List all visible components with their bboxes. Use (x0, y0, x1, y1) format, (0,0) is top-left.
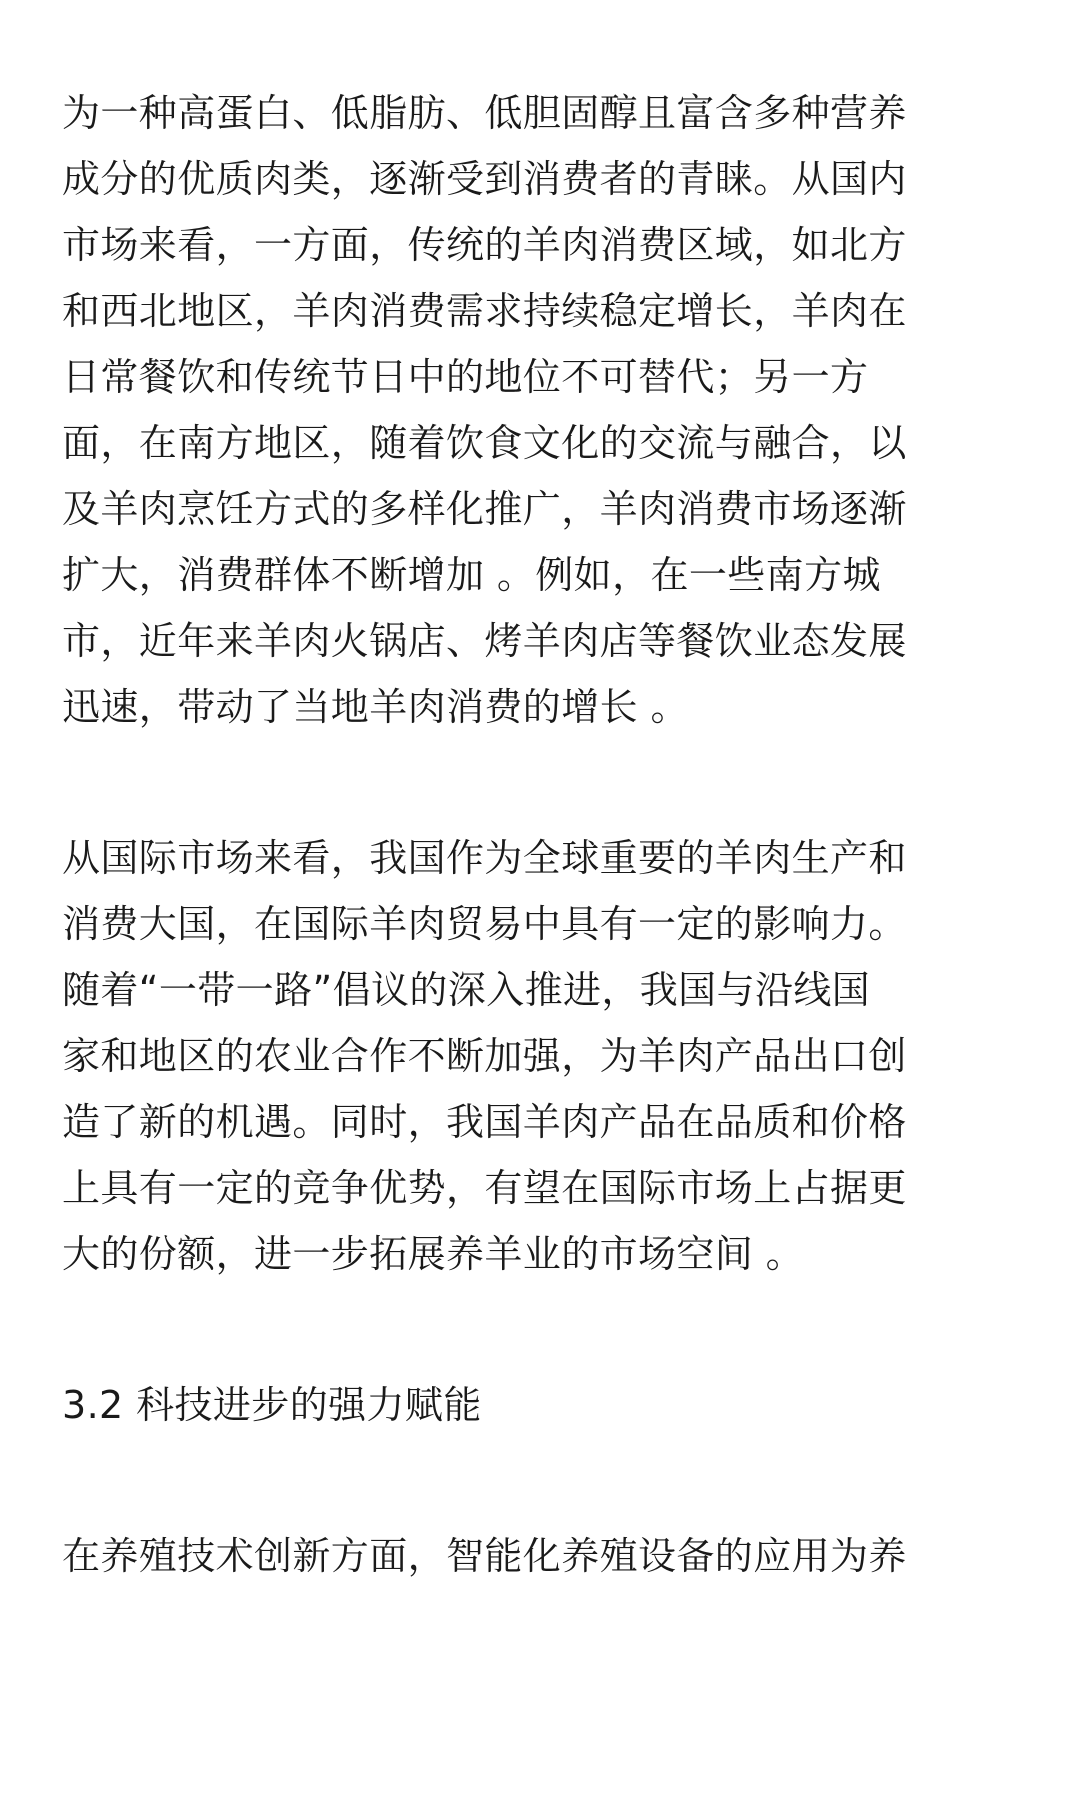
text-line: 面，在南方地区，随着饮食文化的交流与融合，以 (62, 421, 907, 465)
section-heading (62, 1372, 1024, 1438)
paragraph-lamb-consumption-international (62, 825, 1024, 1287)
paragraph-lamb-consumption-domestic (62, 80, 1024, 740)
text-line: 市，近年来羊肉火锅店、烤羊肉店等餐饮业态发展 (62, 619, 907, 663)
text-line: 造了新的机遇。同时，我国羊肉产品在品质和价格 (62, 1100, 907, 1144)
text-line: 日常餐饮和传统节日中的地位不可替代；另一方 (62, 355, 869, 399)
text-line: 上具有一定的竞争优势，有望在国际市场上占据更 (62, 1166, 907, 1210)
paragraph-tech-innovation (62, 1523, 1024, 1589)
text-line: 及羊肉烹饪方式的多样化推广，羊肉消费市场逐渐 (62, 487, 907, 531)
text-line: 市场来看，一方面，传统的羊肉消费区域，如北方 (62, 223, 907, 267)
paragraph-spacer (62, 740, 1024, 825)
article-body (62, 80, 1024, 1589)
text-line: 家和地区的农业合作不断加强，为羊肉产品出口创 (62, 1034, 907, 1078)
text-line: 和西北地区，羊肉消费需求持续稳定增长，羊肉在 (62, 289, 907, 333)
text-line: 为一种高蛋白、低脂肪、低胆固醇且富含多种营养 (62, 91, 907, 135)
text-line: 成分的优质肉类，逐渐受到消费者的青睐。从国内 (62, 157, 907, 201)
text-line: 随着“一带一路”倡议的深入推进，我国与沿线国 (62, 968, 871, 1012)
text-line: 扩大，消费群体不断增加 。例如，在一些南方城 (62, 553, 881, 597)
section-heading-text: 3.2 科技进步的强力赋能 (62, 1383, 482, 1427)
text-line: 消费大国，在国际羊肉贸易中具有一定的影响力。 (62, 902, 907, 946)
text-line: 从国际市场来看，我国作为全球重要的羊肉生产和 (62, 836, 907, 880)
text-line: 在养殖技术创新方面，智能化养殖设备的应用为养 (62, 1534, 907, 1578)
paragraph-spacer (62, 1287, 1024, 1372)
paragraph-spacer (62, 1438, 1024, 1523)
text-line: 大的份额，进一步拓展养羊业的市场空间 。 (62, 1232, 805, 1276)
text-line: 迅速，带动了当地羊肉消费的增长 。 (62, 685, 689, 729)
